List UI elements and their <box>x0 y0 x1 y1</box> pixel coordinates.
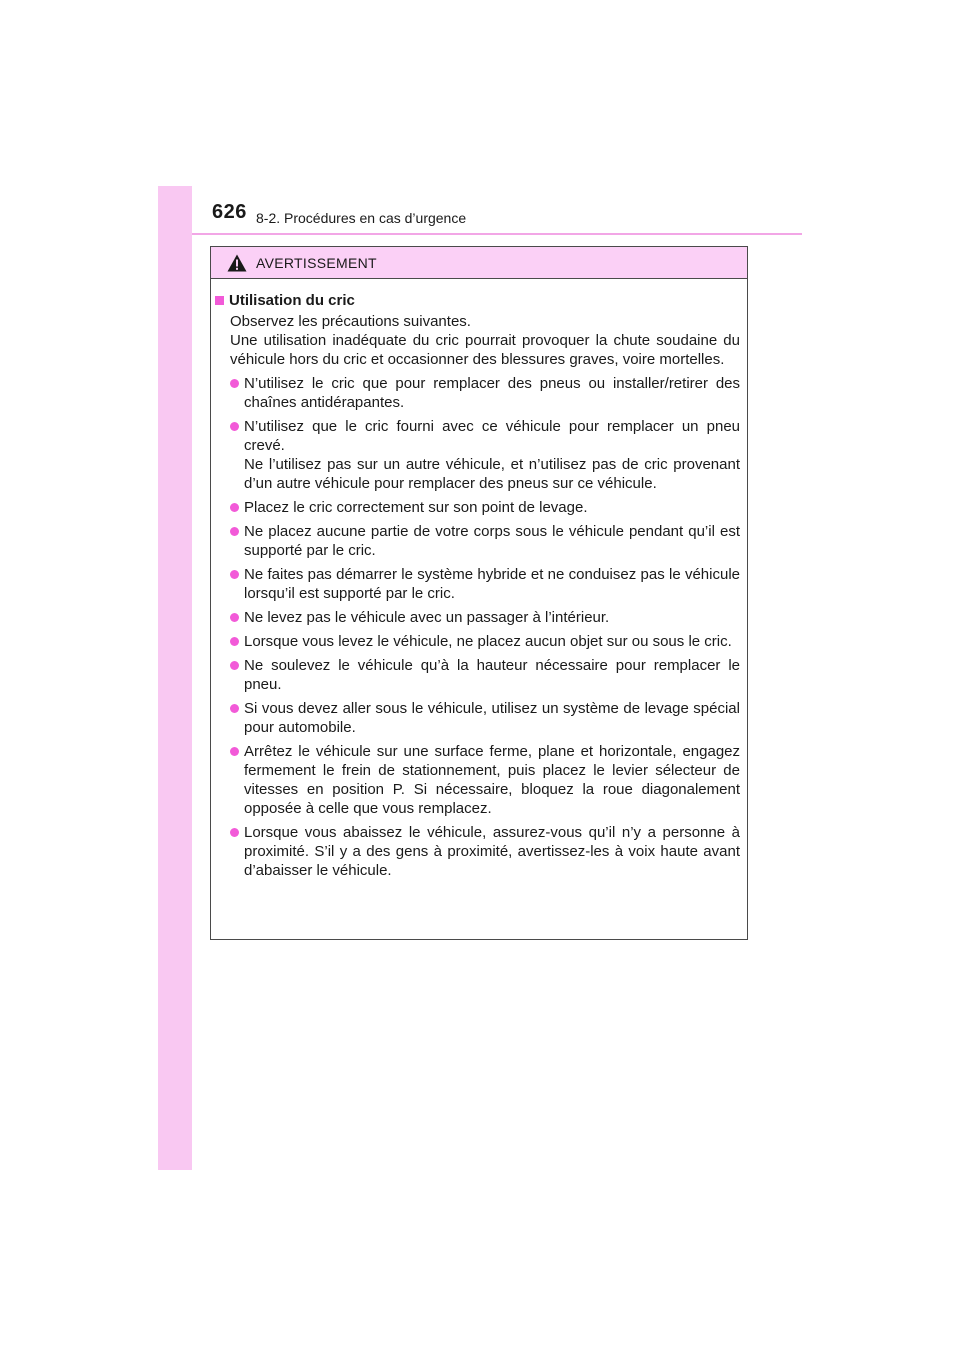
list-item-text <box>244 498 740 517</box>
list-item <box>215 417 740 493</box>
list-item <box>215 632 740 651</box>
page-number: 626 <box>212 201 247 223</box>
dot-bullet-icon <box>230 704 239 713</box>
list-item <box>215 608 740 627</box>
warning-heading-text: Utilisation du cric <box>229 292 355 309</box>
square-bullet-icon <box>215 296 224 305</box>
list-item-text <box>244 632 740 651</box>
list-item <box>215 565 740 603</box>
warning-body <box>211 279 747 880</box>
list-item-paragraph: Ne placez aucune partie de votre corps sous le véhicule pendant qu’il est supporté par le cric. <box>244 523 740 559</box>
warning-box <box>210 246 748 940</box>
list-item-paragraph: Si vous devez aller sous le véhicule, utilisez un système de levage spécial pour automobile. <box>244 700 740 736</box>
warning-title: AVERTISSEMENT <box>256 254 377 271</box>
list-item-paragraph: Ne faites pas démarrer le système hybride et ne conduisez pas le véhicule lorsqu’il est supporté par le cric. <box>244 566 740 602</box>
list-item <box>215 742 740 818</box>
list-item-text <box>244 823 740 880</box>
dot-bullet-icon <box>230 747 239 756</box>
list-item-paragraph: N’utilisez le cric que pour remplacer des pneus ou installer/retirer des chaînes antidérapantes. <box>244 375 740 411</box>
dot-bullet-icon <box>230 661 239 670</box>
list-item-text <box>244 656 740 694</box>
list-item-text <box>244 742 740 818</box>
dot-bullet-icon <box>230 828 239 837</box>
list-item-paragraph: Ne soulevez le véhicule qu’à la hauteur nécessaire pour remplacer le pneu. <box>244 657 740 693</box>
list-item-text <box>244 699 740 737</box>
dot-bullet-icon <box>230 570 239 579</box>
header-rule <box>192 233 802 235</box>
list-item-paragraph: Ne l’utilisez pas sur un autre véhicule, et n’utilisez pas de cric provenant d’un autre véhicule pour remplacer des pneus sur ce véhicule. <box>244 456 740 492</box>
list-item-paragraph: Arrêtez le véhicule sur une surface ferme, plane et horizontale, engagez fermement le frein de stationnement, puis placez le levier sélecteur de vitesses en position P. Si nécessaire, bloquez la roue diagonalement opposée à celle que vous remplacez. <box>244 743 740 817</box>
warning-subheading <box>215 291 740 310</box>
list-item <box>215 522 740 560</box>
intro-line: Une utilisation inadéquate du cric pourrait provoquer la chute soudaine du véhicule hors du cric et occasionner des blessures graves, voire mortelles. <box>230 332 740 368</box>
intro-line: Observez les précautions suivantes. <box>230 313 471 330</box>
warning-header <box>211 247 747 279</box>
dot-bullet-icon <box>230 613 239 622</box>
chapter-side-band <box>158 186 192 1170</box>
section-title: 8-2. Procédures en cas d’urgence <box>256 210 467 226</box>
list-item-text <box>244 565 740 603</box>
list-item <box>215 374 740 412</box>
list-item-text <box>244 417 740 493</box>
precautions-list <box>215 374 740 880</box>
list-item-text <box>244 374 740 412</box>
dot-bullet-icon <box>230 422 239 431</box>
list-item <box>215 699 740 737</box>
list-item-paragraph: Lorsque vous levez le véhicule, ne placez aucun objet sur ou sous le cric. <box>244 633 732 650</box>
list-item-paragraph: Lorsque vous abaissez le véhicule, assurez-vous qu’il n’y a personne à proximité. S’il y a des gens à proximité, avertissez-les à voix haute avant d’abaisser le véhicule. <box>244 824 740 879</box>
list-item <box>215 498 740 517</box>
dot-bullet-icon <box>230 637 239 646</box>
list-item-text <box>244 608 740 627</box>
list-item-paragraph: Placez le cric correctement sur son point de levage. <box>244 499 588 516</box>
dot-bullet-icon <box>230 379 239 388</box>
dot-bullet-icon <box>230 503 239 512</box>
list-item-paragraph: Ne levez pas le véhicule avec un passager à l’intérieur. <box>244 609 610 626</box>
list-item <box>215 823 740 880</box>
list-item <box>215 656 740 694</box>
list-item-text <box>244 522 740 560</box>
list-item-paragraph: N’utilisez que le cric fourni avec ce véhicule pour remplacer un pneu crevé. <box>244 418 740 454</box>
warning-triangle-icon <box>227 254 247 272</box>
dot-bullet-icon <box>230 527 239 536</box>
warning-intro <box>215 312 740 369</box>
